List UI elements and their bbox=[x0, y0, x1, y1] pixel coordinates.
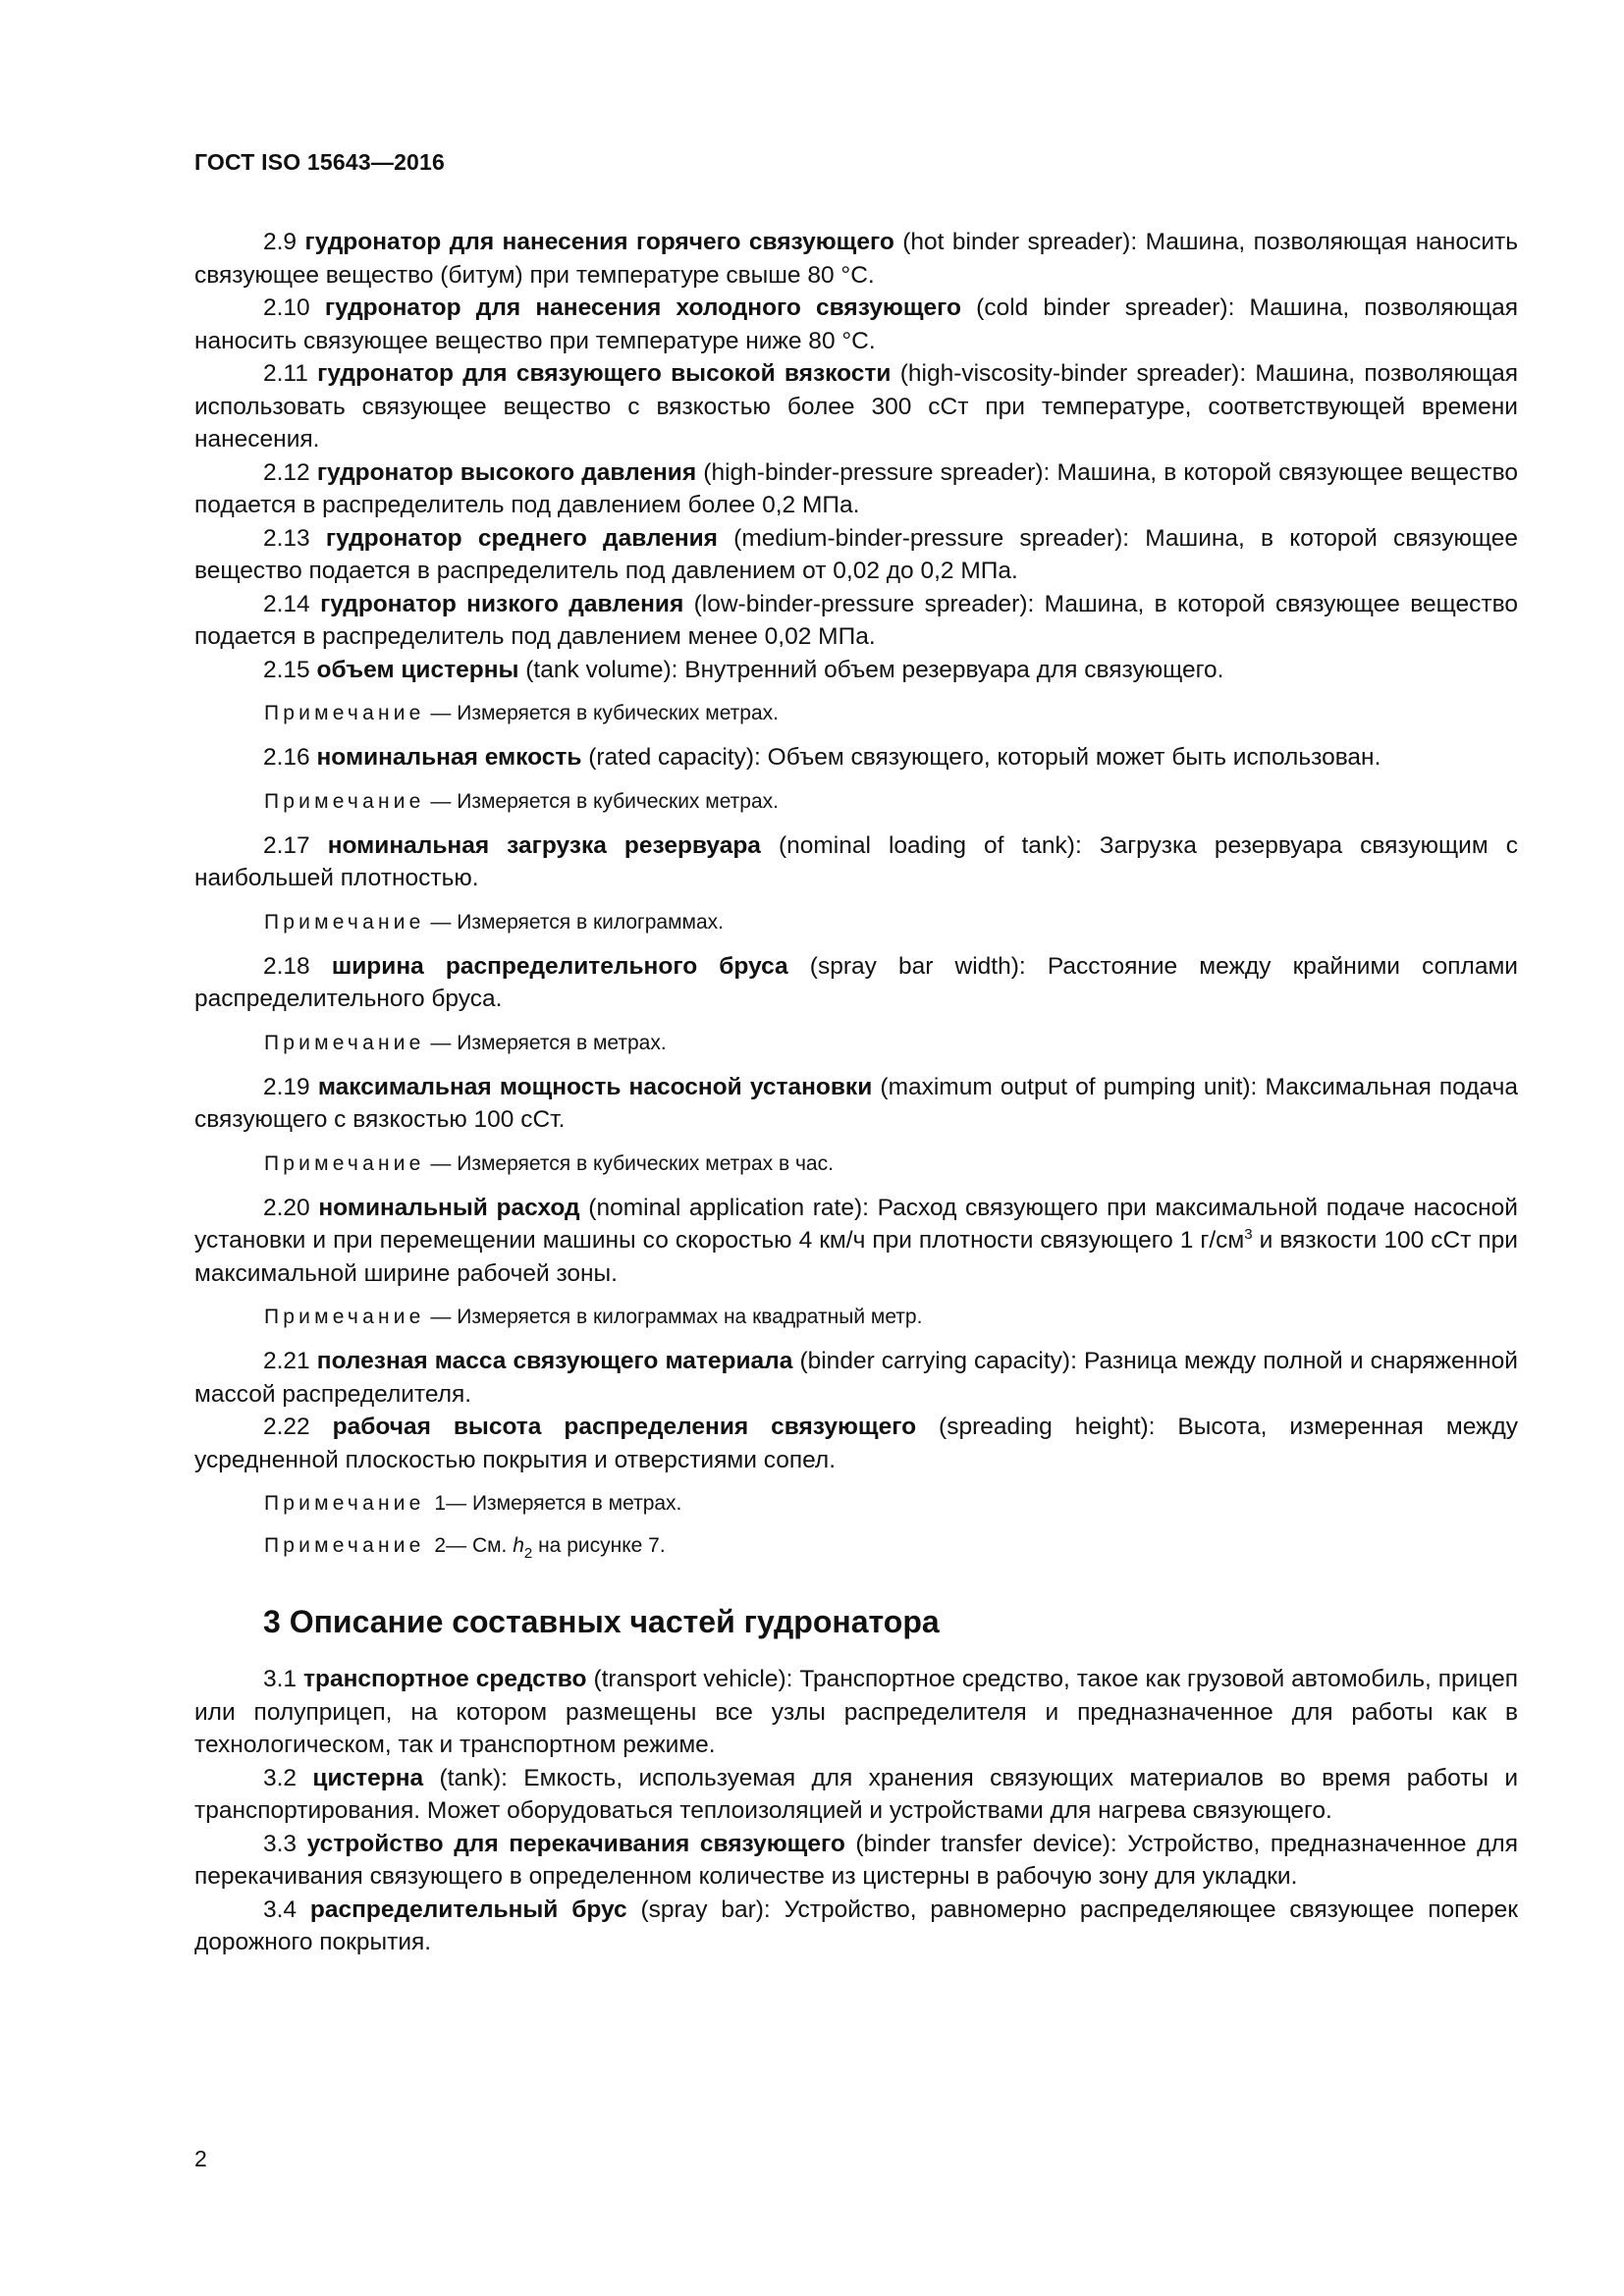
term-2-16: 2.16 номинальная емкость (rated capacity): Объем связующего, который может быть использован. bbox=[263, 744, 1381, 771]
term-2-10: 2.10 гудронатор для нанесения холодного связующего (cold binder spreader): Машина, позволяющая наносить связующее вещество при температуре ниже 80 °С. bbox=[194, 294, 1518, 354]
variable-h: h bbox=[513, 1534, 524, 1557]
term-title: гудронатор высокого давления bbox=[316, 458, 697, 486]
term-title: гудронатор для нанесения горячего связующего bbox=[304, 229, 894, 255]
term-2-15: 2.15 объем цистерны (tank volume): Внутренний объем резервуара для связующего. bbox=[263, 656, 1224, 683]
term-title: полезная масса связующего материала bbox=[316, 1348, 793, 1374]
term-2-18: 2.18 ширина распределительного бруса (spray bar width): Расстояние между крайними соплами распределительного бруса. bbox=[194, 952, 1518, 1012]
document-header: ГОСТ ISO 15643—2016 bbox=[194, 149, 446, 175]
term-title: номинальная емкость bbox=[316, 744, 582, 771]
term-title: транспортное средство bbox=[303, 1666, 587, 1692]
term-2-12: 2.12 гудронатор высокого давления (high-binder-pressure spreader): Машина, в которой связующее вещество подается в распределитель под давлением более 0,2 МПа. bbox=[194, 458, 1518, 518]
term-2-13: 2.13 гудронатор среднего давления (medium-binder-pressure spreader): Машина, в которой связующее вещество подается в распределитель под давлением от 0,02 до 0,2 МПа. bbox=[194, 524, 1519, 584]
note-1: Примечание 1— Измеряется в метрах. bbox=[264, 1492, 682, 1515]
note: Примечание — Измеряется в метрах. bbox=[264, 1031, 667, 1054]
note: Примечание — Измеряется в кубических метрах. bbox=[264, 702, 779, 724]
note: Примечание — Измеряется в кубических метрах в час. bbox=[264, 1151, 834, 1175]
term-2-17: 2.17 номинальная загрузка резервуара (nominal loading of tank): Загрузка резервуара связующим с наибольшей плотностью. bbox=[194, 831, 1519, 891]
term-title: гудронатор для нанесения холодного связующего bbox=[324, 294, 961, 321]
term-title: номинальный расход bbox=[318, 1194, 580, 1221]
page-number: 2 bbox=[194, 2146, 207, 2171]
term-2-21: 2.21 полезная масса связующего материала (binder carrying capacity): Разница между полной и снаряженной массой распределителя. bbox=[194, 1348, 1518, 1408]
term-2-19: 2.19 максимальная мощность насосной установки (maximum output of pumping unit): Максимальная подача связующего с вязкостью 100 сСт. bbox=[194, 1073, 1518, 1133]
section-3-title: 3 Описание составных частей гудронатора bbox=[263, 1604, 940, 1639]
term-2-11: 2.11 гудронатор для связующего высокой вязкости (high-viscosity-binder spreader): Машина, позволяющая использовать связующее вещество с вязкостью более 300 сСт при температуре, соответствующей времени нанесения. bbox=[194, 360, 1518, 453]
term-title: цистерна bbox=[312, 1764, 424, 1791]
term-3-4: 3.4 распределительный брус (spray bar): Устройство, равномерно распределяющее связующее поперек дорожного покрытия. bbox=[194, 1896, 1518, 1955]
term-title: распределительный брус bbox=[309, 1896, 627, 1923]
term-3-2: 3.2 цистерна (tank): Емкость, используемая для хранения связующих материалов во время работы и транспортирования. Может оборудоваться теплоизоляцией и устройствами для нагрева связующего. bbox=[194, 1764, 1519, 1824]
note: Примечание — Измеряется в килограммах. bbox=[264, 910, 724, 934]
term-title: гудронатор среднего давления bbox=[325, 524, 718, 552]
term-title: ширина распределительного бруса bbox=[331, 952, 788, 980]
document-body bbox=[194, 226, 1518, 1959]
term-2-9: 2.9 гудронатор для нанесения горячего связующего (hot binder spreader): Машина, позволяющая наносить связующее вещество (битум) при температуре свыше 80 °С. bbox=[194, 229, 1518, 289]
term-3-1: 3.1 транспортное средство (transport vehicle): Транспортное средство, такое как грузовой автомобиль, прицеп или полуприцеп, на котором размещены все узлы распределителя и предназначенное для работы как в технологическом, так и транспортном режиме. bbox=[194, 1666, 1519, 1758]
superscript: 3 bbox=[1244, 1226, 1253, 1243]
subscript: 2 bbox=[523, 1545, 533, 1562]
term-title: устройство для перекачивания связующего bbox=[306, 1830, 845, 1857]
term-title: максимальная мощность насосной установки bbox=[317, 1073, 873, 1100]
term-2-14: 2.14 гудронатор низкого давления (low-binder-pressure spreader): Машина, в которой связующее вещество подается в распределитель под давлением менее 0,02 МПа. bbox=[194, 590, 1518, 650]
term-title: гудронатор низкого давления bbox=[320, 590, 684, 617]
note-2: Примечание 2— См. $h_2$ на рисунке 7. bbox=[264, 1534, 666, 1562]
term-title: рабочая высота распределения связующего bbox=[332, 1414, 917, 1440]
note: Примечание — Измеряется в килограммах на квадратный метр. bbox=[264, 1306, 923, 1328]
note: Примечание — Измеряется в кубических метрах. bbox=[264, 789, 779, 813]
term-2-20: 2.20 номинальный расход (nominal application rate): Расход связующего при максимальной подаче насосной установки и при перемещении машины со скоростью 4 км/ч при плотности связующего 1 $г/см^3$ и вязкости 100 сСт при максимальной ширине рабочей зоны. bbox=[194, 1194, 1518, 1287]
term-2-22: 2.22 рабочая высота распределения связующего (spreading height): Высота, измеренная между усредненной плоскостью покрытия и отверстиями сопел. bbox=[194, 1414, 1519, 1473]
term-title: номинальная загрузка резервуара bbox=[327, 831, 761, 859]
term-title: объем цистерны bbox=[316, 656, 519, 683]
term-title: гудронатор для связующего высокой вязкости bbox=[317, 360, 892, 387]
term-3-3: 3.3 устройство для перекачивания связующего (binder transfer device): Устройство, предназначенное для перекачивания связующего в определенном количестве из цистерны в рабочую зону для укладки. bbox=[194, 1830, 1518, 1890]
